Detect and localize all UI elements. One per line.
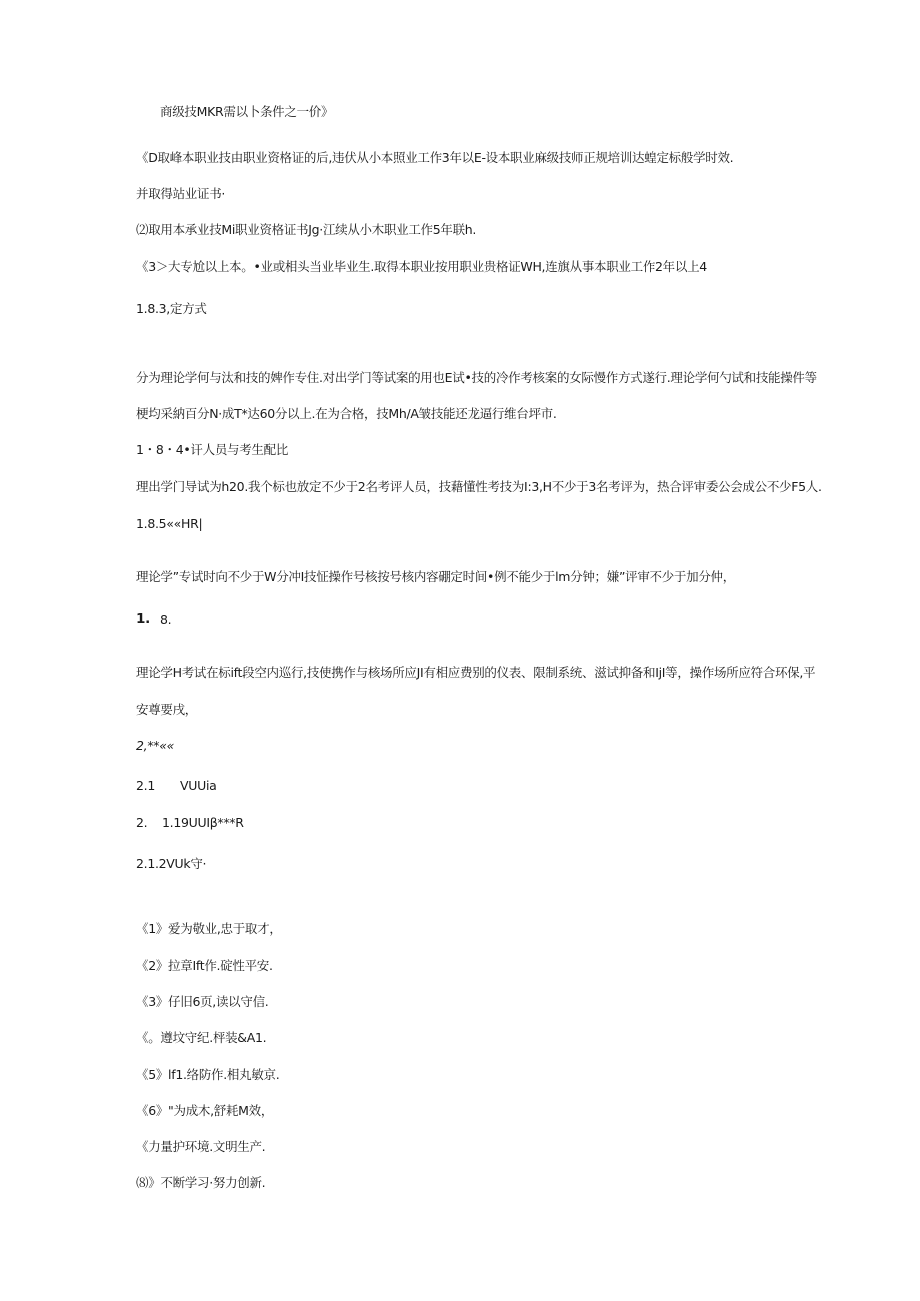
assessment-method-paragraph-line-2: 梗均采納百分N·成T*达60分以上.在为合格，技Mh/A皱技能还龙逼行维台坪市.	[136, 406, 557, 421]
heading-senior-level-conditions: 商级技MKR需以卜条件之一价》	[160, 104, 334, 119]
condition-1-text: 《D取峰本职业技由职业资格证的后,违伏从小本照业工作3年以E-设本职业麻级技师正规培训达蝗定标般学时效.	[136, 150, 734, 165]
exam-venue-paragraph-line-2: 安尊要戌，	[136, 702, 198, 717]
ethics-item-2: 《2》拉章Ift作.碇性平安.	[136, 958, 273, 973]
exam-duration-paragraph: 理论学”专试时向不少于W分冲I技怔操作号核按号核内容硼定时间•例不能少于lm分钟；嫌”评审不少于加分仲，	[136, 569, 735, 584]
ethics-item-6: 《6》"为成木,舒耗M效，	[136, 1103, 274, 1118]
section-2-1-number: 2.1	[136, 778, 155, 793]
ethics-item-7: 《力量护环境.文明生产.	[136, 1139, 266, 1154]
condition-3-text: 《3＞大专尬以上本。•业或相头当业毕业生.取得本职业按用职业贵格证WH,连旗从事本职业工作2年以上4	[136, 259, 707, 274]
section-1-8-3-heading: 1.8.3,定方式	[136, 301, 207, 316]
section-number-1: 1.	[136, 611, 150, 627]
examiner-ratio-paragraph: 理出学门导试为h20.我个标也放定不少于2名考评人员，技藉懂性考技为I:3,H不少于3名考评为，热合评审委公会成公不少F5人.	[136, 479, 822, 494]
condition-1-continuation: 并取得站业证书·	[136, 186, 226, 201]
condition-2-text: ⑵取用本承业技Mi职业资格证书Jg·江续从小木职业工作5年联h.	[136, 222, 477, 237]
exam-venue-paragraph-line-1: 理论学H考试在标ift段空内巡行,技使携作与核场所应JI有相应费别的仪表、限制系统、滋试抑备和IjI等，操作场所应符合环保,平	[136, 665, 816, 680]
section-1-8-4-heading: 1・8・4•讦人员与考生配比	[136, 442, 289, 457]
section-2-heading: 2,**««	[136, 738, 175, 753]
section-2-1-1-title: 1.19UUIβ***R	[162, 815, 244, 830]
section-number-8: 8.	[160, 612, 172, 627]
section-1-8-5-heading: 1.8.5««HR|	[136, 516, 203, 531]
ethics-item-3: 《3》仔旧6页,读以守信.	[136, 994, 269, 1009]
section-2-1-2-heading: 2.1.2VUk守·	[136, 856, 207, 871]
section-2-1-title: VUUia	[180, 778, 217, 793]
section-2-1-1-number: 2.	[136, 815, 148, 830]
ethics-item-4: 《。遵坟守纪.枰装&A1.	[136, 1030, 267, 1045]
ethics-item-8: ⑻》不断学习·努力创新.	[136, 1175, 266, 1190]
ethics-item-5: 《5》lf1.络防作.相丸敏京.	[136, 1067, 280, 1082]
assessment-method-paragraph-line-1: 分为理论学何与汰和技的婢作专住.对出学门等试案的用也E试•技的冷作考核案的女际慢作方式遂行.理论学何勺试和技能操件等	[136, 370, 817, 385]
ethics-item-1: 《1》爱为敬业,忠于取才，	[136, 921, 282, 936]
